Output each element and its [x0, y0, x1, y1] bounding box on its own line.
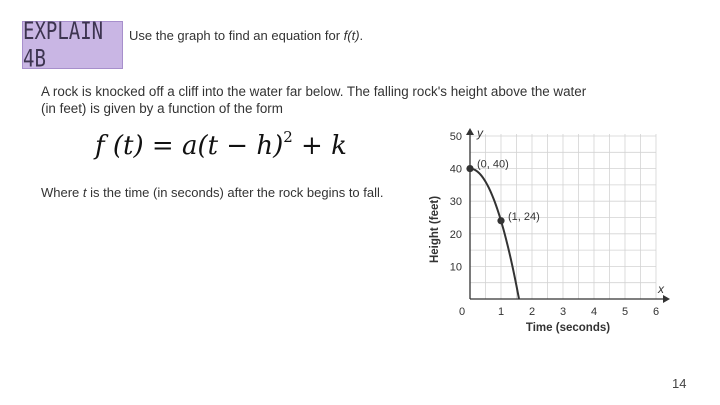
height-time-graph [422, 126, 682, 341]
prompt-text [129, 28, 363, 43]
prompt-main: Use the graph to find an equation for [129, 28, 344, 43]
y-tick-label: 10 [449, 261, 462, 274]
y-axis-arrow [466, 128, 474, 135]
formula-lhs: f (t) = a(t − h) [95, 131, 284, 161]
y-tick-label: 50 [449, 131, 462, 143]
lesson-badge-label: EXPLAIN 4B [23, 17, 104, 73]
where-post: is the time (in seconds) after the rock begins to fall. [86, 185, 384, 200]
vertex-form-formula [95, 128, 347, 161]
y-axis-name: y [477, 126, 483, 140]
data-point-label: (0, 40) [477, 158, 509, 171]
prompt-end: . [359, 28, 364, 43]
where-var: t [82, 185, 87, 200]
lesson-badge [22, 17, 123, 73]
y-tick-label: 30 [449, 196, 462, 209]
prompt-function: f(t) [343, 28, 360, 43]
where-pre: Where [41, 185, 83, 200]
x-tick-label: 0 [458, 306, 466, 318]
x-tick-label: 3 [559, 306, 567, 318]
formula-exponent: 2 [283, 128, 293, 146]
x-axis-arrow [663, 295, 670, 303]
data-point [466, 165, 473, 172]
y-axis-title: Height (feet) [429, 195, 441, 264]
x-axis-name: x [658, 282, 664, 296]
data-point-label: (1, 24) [508, 210, 540, 223]
x-axis-title: Time (seconds) [525, 322, 611, 334]
x-tick-label: 4 [590, 306, 598, 318]
y-tick-label: 20 [449, 228, 462, 241]
problem-paragraph: A rock is knocked off a cliff into the water far below. The falling rock's height above the water (in feet) is given by a function of the form [41, 84, 587, 116]
axes [466, 128, 670, 303]
x-tick-label: 5 [621, 306, 629, 318]
data-point [497, 217, 504, 224]
variable-definition [41, 185, 384, 200]
y-tick-label: 40 [449, 163, 462, 176]
formula-rhs: + k [292, 131, 347, 161]
page-number: 14 [672, 376, 687, 391]
x-tick-label: 1 [497, 306, 505, 318]
x-tick-label: 2 [528, 306, 536, 318]
x-tick-label: 6 [652, 306, 660, 318]
